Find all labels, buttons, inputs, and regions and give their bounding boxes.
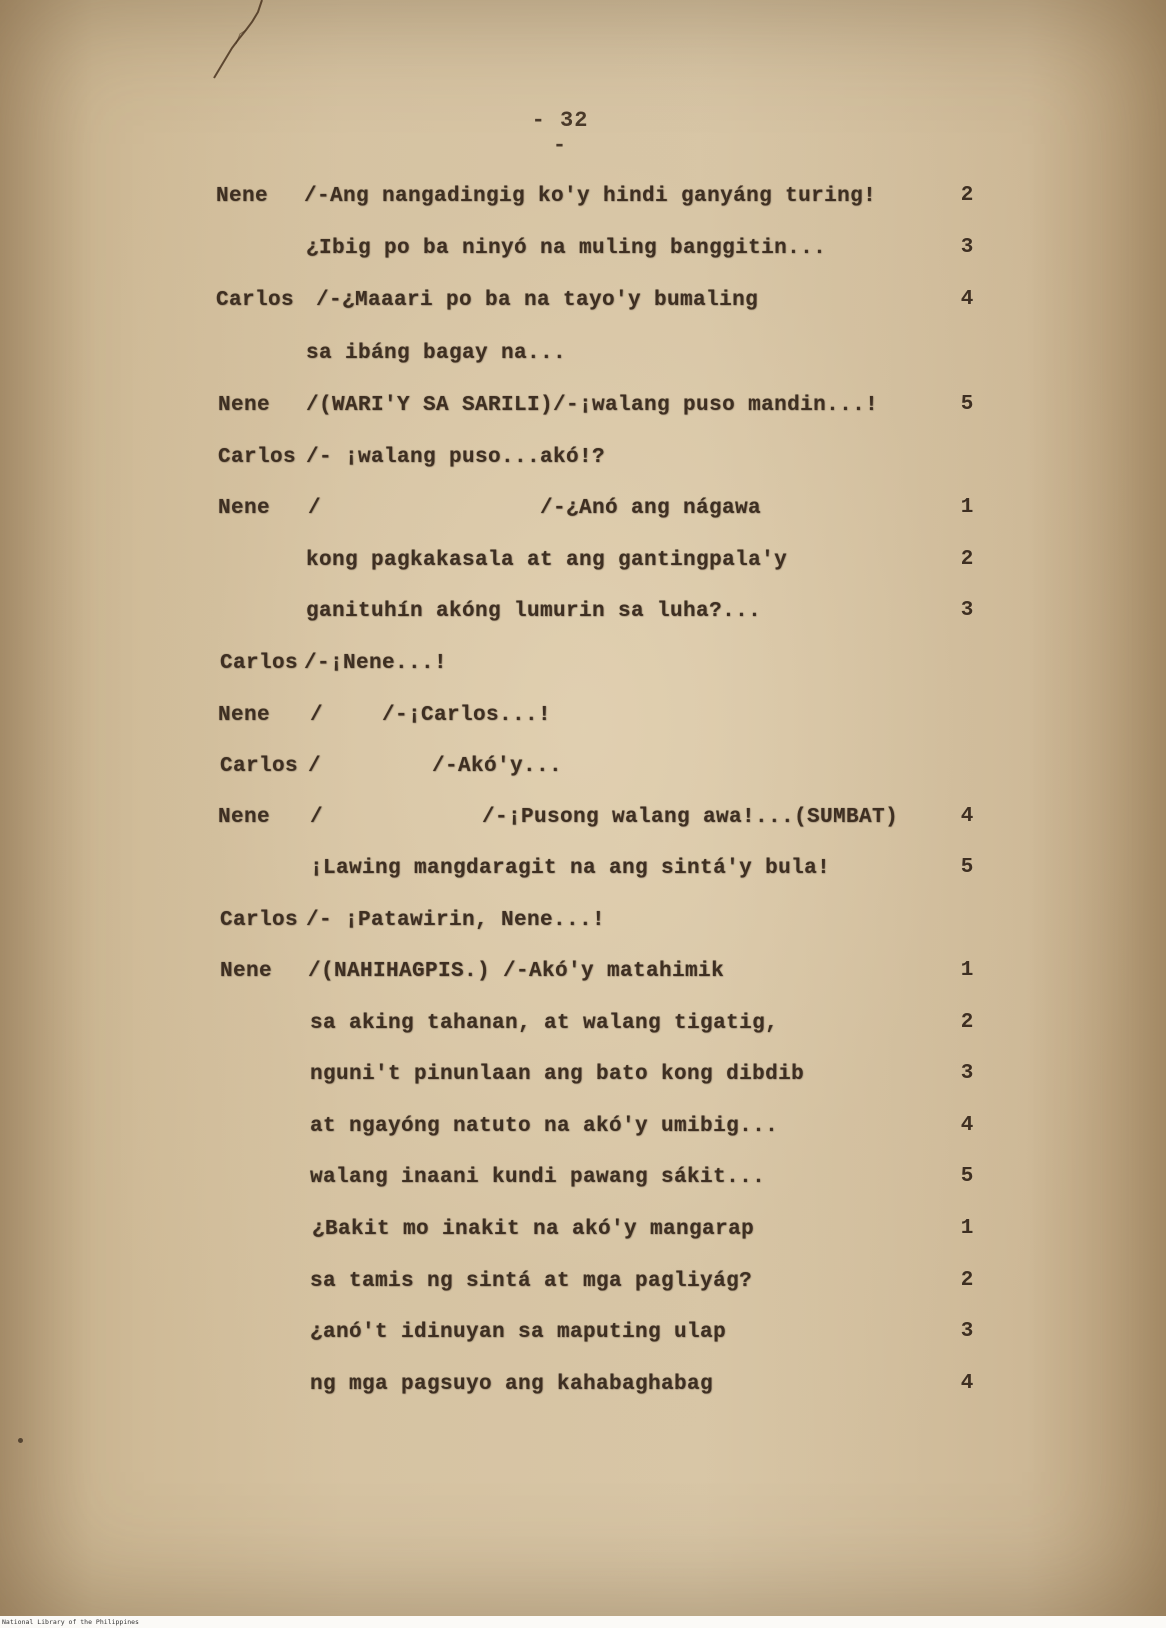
script-line <box>382 701 682 731</box>
script-line <box>310 854 870 884</box>
script-line <box>220 906 680 936</box>
script-line <box>220 649 520 679</box>
verse-number: 5 <box>960 1165 974 1188</box>
speaker-name: Nene <box>218 806 271 829</box>
script-line <box>218 391 918 421</box>
script-line <box>306 546 866 576</box>
line-text: /-¡Carlos...! <box>382 704 552 727</box>
line-text: /(NAHIHAGPIS.) /-Akó'y matahimik <box>308 960 725 983</box>
speaker-name: Carlos <box>220 652 299 675</box>
verse-number: 4 <box>960 1114 974 1137</box>
verse-number: 1 <box>960 1217 974 1240</box>
line-text: /-Akó'y... <box>432 755 563 778</box>
line-text: sa tamis ng sintá at mga pagliyág? <box>310 1270 753 1293</box>
script-line <box>220 957 780 987</box>
verse-number: 1 <box>960 496 974 519</box>
speaker-name: Carlos <box>220 755 299 778</box>
line-text: walang inaani kundi pawang sákit... <box>310 1166 766 1189</box>
verse-number: 3 <box>960 236 974 259</box>
verse-number: 2 <box>960 184 974 207</box>
script-line <box>310 1009 870 1039</box>
script-line <box>218 803 418 833</box>
line-text: at ngayóng natuto na akó'y umibig... <box>310 1115 779 1138</box>
verse-number: 5 <box>960 856 974 879</box>
line-text: / <box>308 497 322 520</box>
script-line <box>306 234 926 264</box>
verse-number: 3 <box>960 599 974 622</box>
script-line <box>216 182 976 212</box>
line-text: /- ¡Patawirin, Nene...! <box>306 909 606 932</box>
library-credit: National Library of the Philippines <box>2 1618 139 1626</box>
script-line <box>310 1163 870 1193</box>
line-text: sa ibáng bagay na... <box>306 342 567 365</box>
line-text: / <box>310 806 324 829</box>
line-text: nguni't pinunlaan ang bato kong dibdib <box>310 1063 805 1086</box>
line-text: /- ¡walang puso...akó!? <box>306 446 606 469</box>
speaker-name: Carlos <box>220 909 299 932</box>
line-text: /(WARI'Y SA SARILI)/-¡walang puso mandin...! <box>306 394 879 417</box>
script-line <box>310 1370 870 1400</box>
script-line <box>306 597 866 627</box>
line-text: /-Ang nangadingig ko'y hindi ganyáng turing! <box>304 185 877 208</box>
script-line <box>482 803 902 833</box>
speaker-name: Carlos <box>216 289 295 312</box>
line-text: ¡Lawing mangdaragit na ang sintá'y bula! <box>310 857 831 880</box>
script-line <box>310 1318 870 1348</box>
ink-speck <box>18 1438 23 1443</box>
verse-number: 4 <box>960 805 974 828</box>
speaker-name: Nene <box>218 394 271 417</box>
line-text: /-¿Anó ang nágawa <box>540 497 762 520</box>
line-text: /-¿Maaari po ba na tayo'y bumaling <box>316 289 759 312</box>
script-line <box>216 286 916 316</box>
script-line <box>306 339 706 369</box>
script-line <box>218 494 418 524</box>
line-text: ¿Bakit mo inakit na akó'y mangarap <box>312 1218 755 1241</box>
line-text: ng mga pagsuyo ang kahabaghabag <box>310 1373 714 1396</box>
line-text: /-¡Pusong walang awa!...(SUMBAT) <box>482 806 899 829</box>
script-line <box>218 443 718 473</box>
verse-number: 3 <box>960 1062 974 1085</box>
line-text: ¿Ibig po ba ninyó na muling banggitin... <box>306 237 827 260</box>
line-text: /-¡Nene...! <box>304 652 448 675</box>
page-number: - 32 - <box>531 108 589 158</box>
line-text: ganituhín akóng lumurin sa luha?... <box>306 600 762 623</box>
line-text: / <box>308 755 322 778</box>
verse-number: 4 <box>960 1372 974 1395</box>
verse-number: 4 <box>960 288 974 311</box>
script-line <box>310 1112 870 1142</box>
verse-number: 2 <box>960 1269 974 1292</box>
line-text: sa aking tahanan, at walang tigatig, <box>310 1012 779 1035</box>
speaker-name: Nene <box>216 185 269 208</box>
script-line <box>432 752 632 782</box>
speaker-name: Nene <box>220 960 273 983</box>
script-line <box>310 1267 870 1297</box>
line-text: kong pagkakasala at ang gantingpala'y <box>306 549 788 572</box>
speaker-name: Carlos <box>218 446 297 469</box>
script-line <box>310 1060 870 1090</box>
verse-number: 1 <box>960 959 974 982</box>
verse-number: 2 <box>960 1011 974 1034</box>
speaker-name: Nene <box>218 704 271 727</box>
verse-number: 5 <box>960 393 974 416</box>
speaker-name: Nene <box>218 497 271 520</box>
line-text: ¿anó't idinuyan sa maputing ulap <box>310 1321 727 1344</box>
verse-number: 3 <box>960 1320 974 1343</box>
script-line <box>312 1215 872 1245</box>
line-text: / <box>310 704 324 727</box>
script-line <box>220 752 420 782</box>
script-line <box>540 494 840 524</box>
verse-number: 2 <box>960 548 974 571</box>
footer-bar <box>0 1616 1166 1628</box>
